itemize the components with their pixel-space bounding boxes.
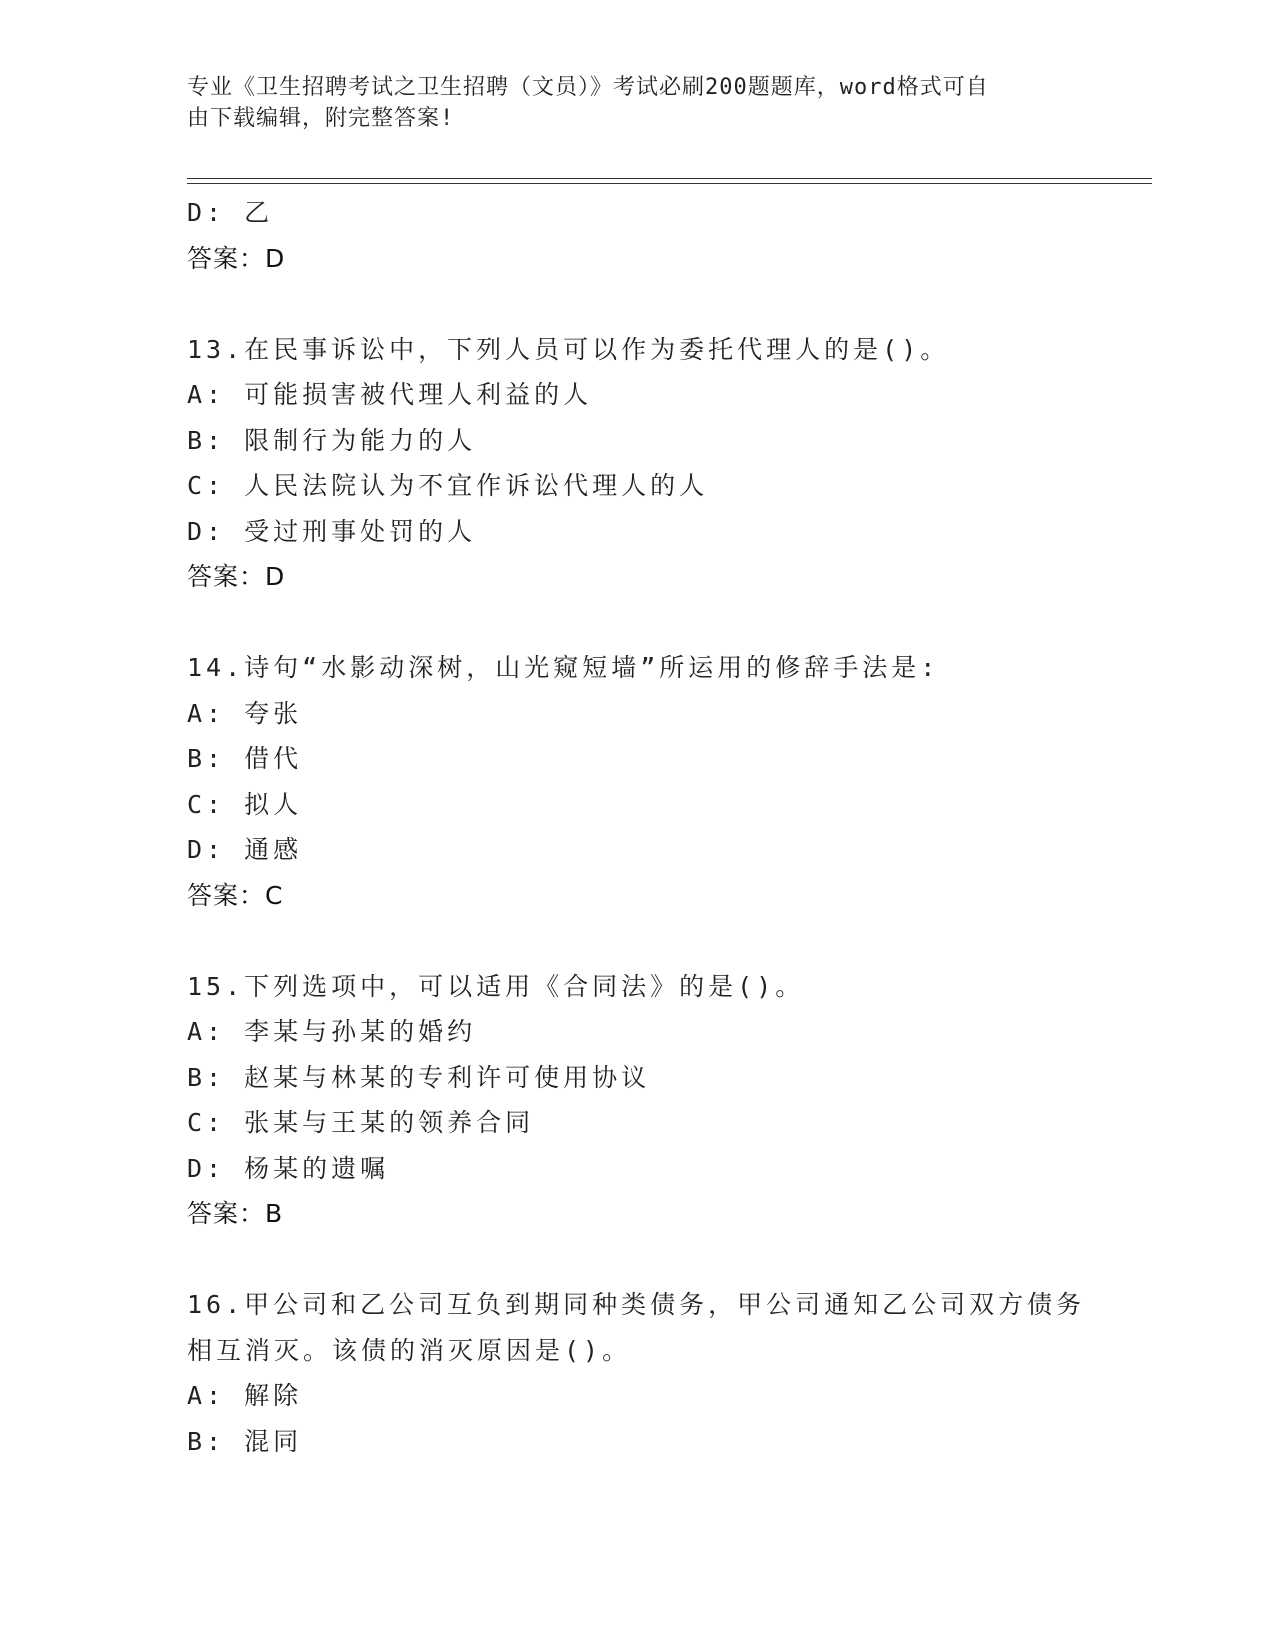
question-16-text-line-1: 16.甲公司和乙公司互负到期同种类债务，甲公司通知乙公司双方债务 — [187, 1290, 1086, 1319]
question-15-option-b: B: 赵某与林某的专利许可使用协议 — [187, 1062, 651, 1092]
question-14-option-b: B: 借代 — [187, 744, 303, 773]
question-15-text: 15.下列选项中，可以适用《合同法》的是()。 — [187, 971, 805, 1001]
question-14-option-c: C: 拟人 — [187, 789, 303, 819]
prev-option-d: D: 乙 — [187, 198, 274, 227]
header-divider-bottom — [187, 183, 1152, 184]
question-13-option-d: D: 受过刑事处罚的人 — [187, 516, 477, 546]
question-13-option-b: B: 限制行为能力的人 — [187, 425, 477, 455]
question-15-option-a: A: 李某与孙某的婚约 — [187, 1017, 477, 1046]
question-16-option-b: B: 混同 — [187, 1426, 303, 1456]
question-16-option-a: A: 解除 — [187, 1381, 303, 1410]
question-13-text: 13.在民事诉讼中，下列人员可以作为委托代理人的是()。 — [187, 334, 950, 364]
header-line-1: 专业《卫生招聘考试之卫生招聘（文员）》考试必刷200题题库，word格式可自 — [187, 75, 989, 100]
question-13-option-a: A: 可能损害被代理人利益的人 — [187, 380, 593, 409]
question-13-option-c: C: 人民法院认为不宜作诉讼代理人的人 — [187, 471, 709, 500]
question-14-option-a: A: 夸张 — [187, 698, 303, 728]
spacer — [187, 600, 1087, 645]
question-14-option-d: D: 通感 — [187, 835, 303, 864]
document-header — [187, 72, 1067, 134]
spacer — [187, 919, 1087, 964]
question-list — [187, 190, 1087, 1464]
question-16-text-line-2: 相互消灭。该债的消灭原因是()。 — [187, 1335, 632, 1365]
question-13-answer: 答案：D — [187, 562, 286, 591]
spacer — [187, 1237, 1087, 1282]
question-15-answer: 答案：B — [187, 1199, 284, 1228]
spacer — [187, 282, 1087, 327]
question-15-option-d: D: 杨某的遗嘱 — [187, 1153, 390, 1183]
prev-answer: 答案：D — [187, 243, 286, 273]
header-divider-top — [187, 178, 1152, 179]
question-14-answer: 答案：C — [187, 880, 284, 910]
question-14-text: 14.诗句“水影动深树，山光窥短墙”所运用的修辞手法是: — [187, 653, 940, 682]
header-line-2: 由下载编辑，附完整答案! — [187, 106, 455, 131]
question-15-option-c: C: 张某与王某的领养合同 — [187, 1108, 535, 1137]
